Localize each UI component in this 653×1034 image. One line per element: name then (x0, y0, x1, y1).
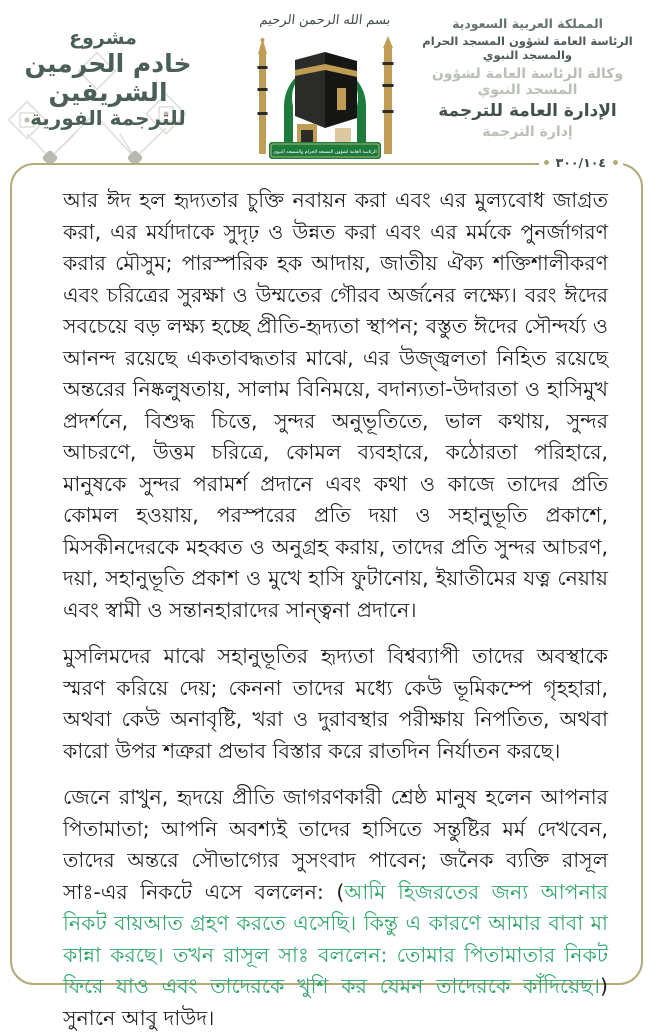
document-number (539, 155, 623, 170)
paragraph3-source: ) সুনানে আবু দাউদ। (63, 974, 608, 1030)
sermon-text (12, 165, 641, 1034)
paragraph-eid-meaning: আর ঈদ হল হৃদ্যতার চুক্তি নবায়ন করা এবং এর মুল্যবোধ জাগ্রত করা, এর মর্যাদাকে সুদৃঢ় ও উন্নত করা এবং এর মর্মকে পুনর্জাগরণ করার মৌসুম; পারস্পরিক হক আদায়, জাতীয় ঐক্য শক্তিশালীকরণ এবং চরিত্রের সুরক্ষা ও উম্মতের গৌরব অর্জনের লক্ষ্যে। বরং ঈদের সবচেয়ে বড় লক্ষ্য হচ্ছে প্রীতি-হৃদ্যতা স্থাপন; বস্তুত ঈদের সৌন্দর্য্য ও আনন্দ রয়েছে একতাবদ্ধতার মাঝে, এর উজ্জ্বলতা নিহিত রয়েছে অন্তরের নিষ্কলুষতায়, সালাম বিনিময়ে, বদান্যতা-উদারতা ও হাসিমুখ প্রদর্শনে, বিশুদ্ধ চিত্তে, সুন্দর অনুভূতিতে, ভাল কথায়, সুন্দর আচরণে, উত্তম চরিত্রে, কোমল ব্যবহারে, কঠোরতা পরিহারে, মানুষকে সুন্দর পরামর্শ প্রদানে এবং কথা ও কাজে তাদের প্রতি কোমল হওয়ায়, পরস্পরের প্রতি দয়া ও সহানুভূতি প্রকাশে, মিসকীনদেরকে মহব্বত ও অনুগ্রহ করায়, তাদের প্রতি সুন্দর আচরণ, দয়া, সহানুভূতি প্রকাশ ও মুখে হাসি ফুটানোয়, ইয়াতীমের যত্ন নেয়ায় এবং স্বামী ও সন্তানহারাদের সান্ত্বনা প্রদানে। (63, 188, 608, 622)
organization-block (410, 16, 645, 140)
emblem-banner (269, 142, 381, 159)
letterhead (0, 0, 653, 165)
hadith-quote-green: আমি হিজরতের জন্য আপনার নিকট বায়আত গ্রহণ করতে এসেছি। কিন্তু এ কারণে আমার বাবা মা কান্না করছে। তখন রাসূল সাঃ বললেন: তোমার পিতামাতার নিকট ফিরে যাও এবং তাদেরকে খুশি কর যেমন তাদেরকে কাঁদিয়েছ। (63, 879, 608, 998)
emblem-banner-text: الرئاسة العامة لشؤون المسجد الحرام والمسجد النبوي (273, 150, 377, 155)
center-logo (235, 6, 415, 164)
project-title-line3: للترجمة الفورية (30, 106, 186, 131)
org-line-kingdom: المملكة العربية السعودية (452, 16, 603, 31)
paragraph3-intro: জেনে রাখুন, হৃদয়ে প্রীতি জাগরণকারী শ্রেষ্ঠ মানুষ হলেন আপনার পিতামাতা; আপনি অবশ্যই তাদের হাসিতে সন্তুষ্টির মর্ম দেখবেন, তাদের অন্তরে সৌভাগ্যের সুসংবাদ পাবেন; জনৈক ব্যক্তি রাসূল সাঃ-এর নিকটে এসে বললেন: ( (63, 785, 608, 904)
org-line-general-administration: الإدارة العامة للترجمة (438, 101, 617, 121)
border-dot (544, 160, 549, 165)
paragraph-parents-hadith (63, 782, 608, 1034)
document-number-value: ٣٠٠/١٠٤ (555, 155, 606, 170)
project-title-calligraphy (8, 28, 208, 130)
left-minaret-icon (258, 38, 268, 154)
content-box (10, 155, 643, 1030)
org-line-presidency: الرئاسة العامة لشؤون المسجد الحرام والمسجد النبوي (422, 34, 633, 62)
org-line-translation-department: إدارة الترجمة (482, 124, 573, 140)
paragraph-muslim-solidarity: মুসলিমদের মাঝে সহানুভূতির হৃদ্যতা বিশ্বব্যাপী তাদের অবস্থাকে স্মরণ করিয়ে দেয়; কেননা তাদের মধ্যে কেউ ভূমিকম্পে গৃহহারা, অথবা কেউ অনাবৃষ্টি, খরা ও দুরাবস্থার পরীক্ষায় নিপতিত, অথবা কারো উপর শত্রুরা প্রভাব বিস্তার করে রাতদিন নির্যাতন করছে। (63, 644, 608, 763)
org-line-agency: وكالة الرئاسة العامة لشؤون المسجد النبوي (431, 66, 624, 98)
bismillah-calligraphy: بسم الله الرحمن الرحيم (258, 13, 392, 28)
kaaba-icon (295, 52, 357, 128)
project-title-line1: مشروع (69, 27, 137, 49)
border-dot (613, 160, 618, 165)
two-holy-mosques-emblem-icon (237, 36, 413, 160)
right-minaret-icon (383, 36, 394, 154)
project-title-line2: خادم الحرمين الشريفين (24, 48, 192, 107)
